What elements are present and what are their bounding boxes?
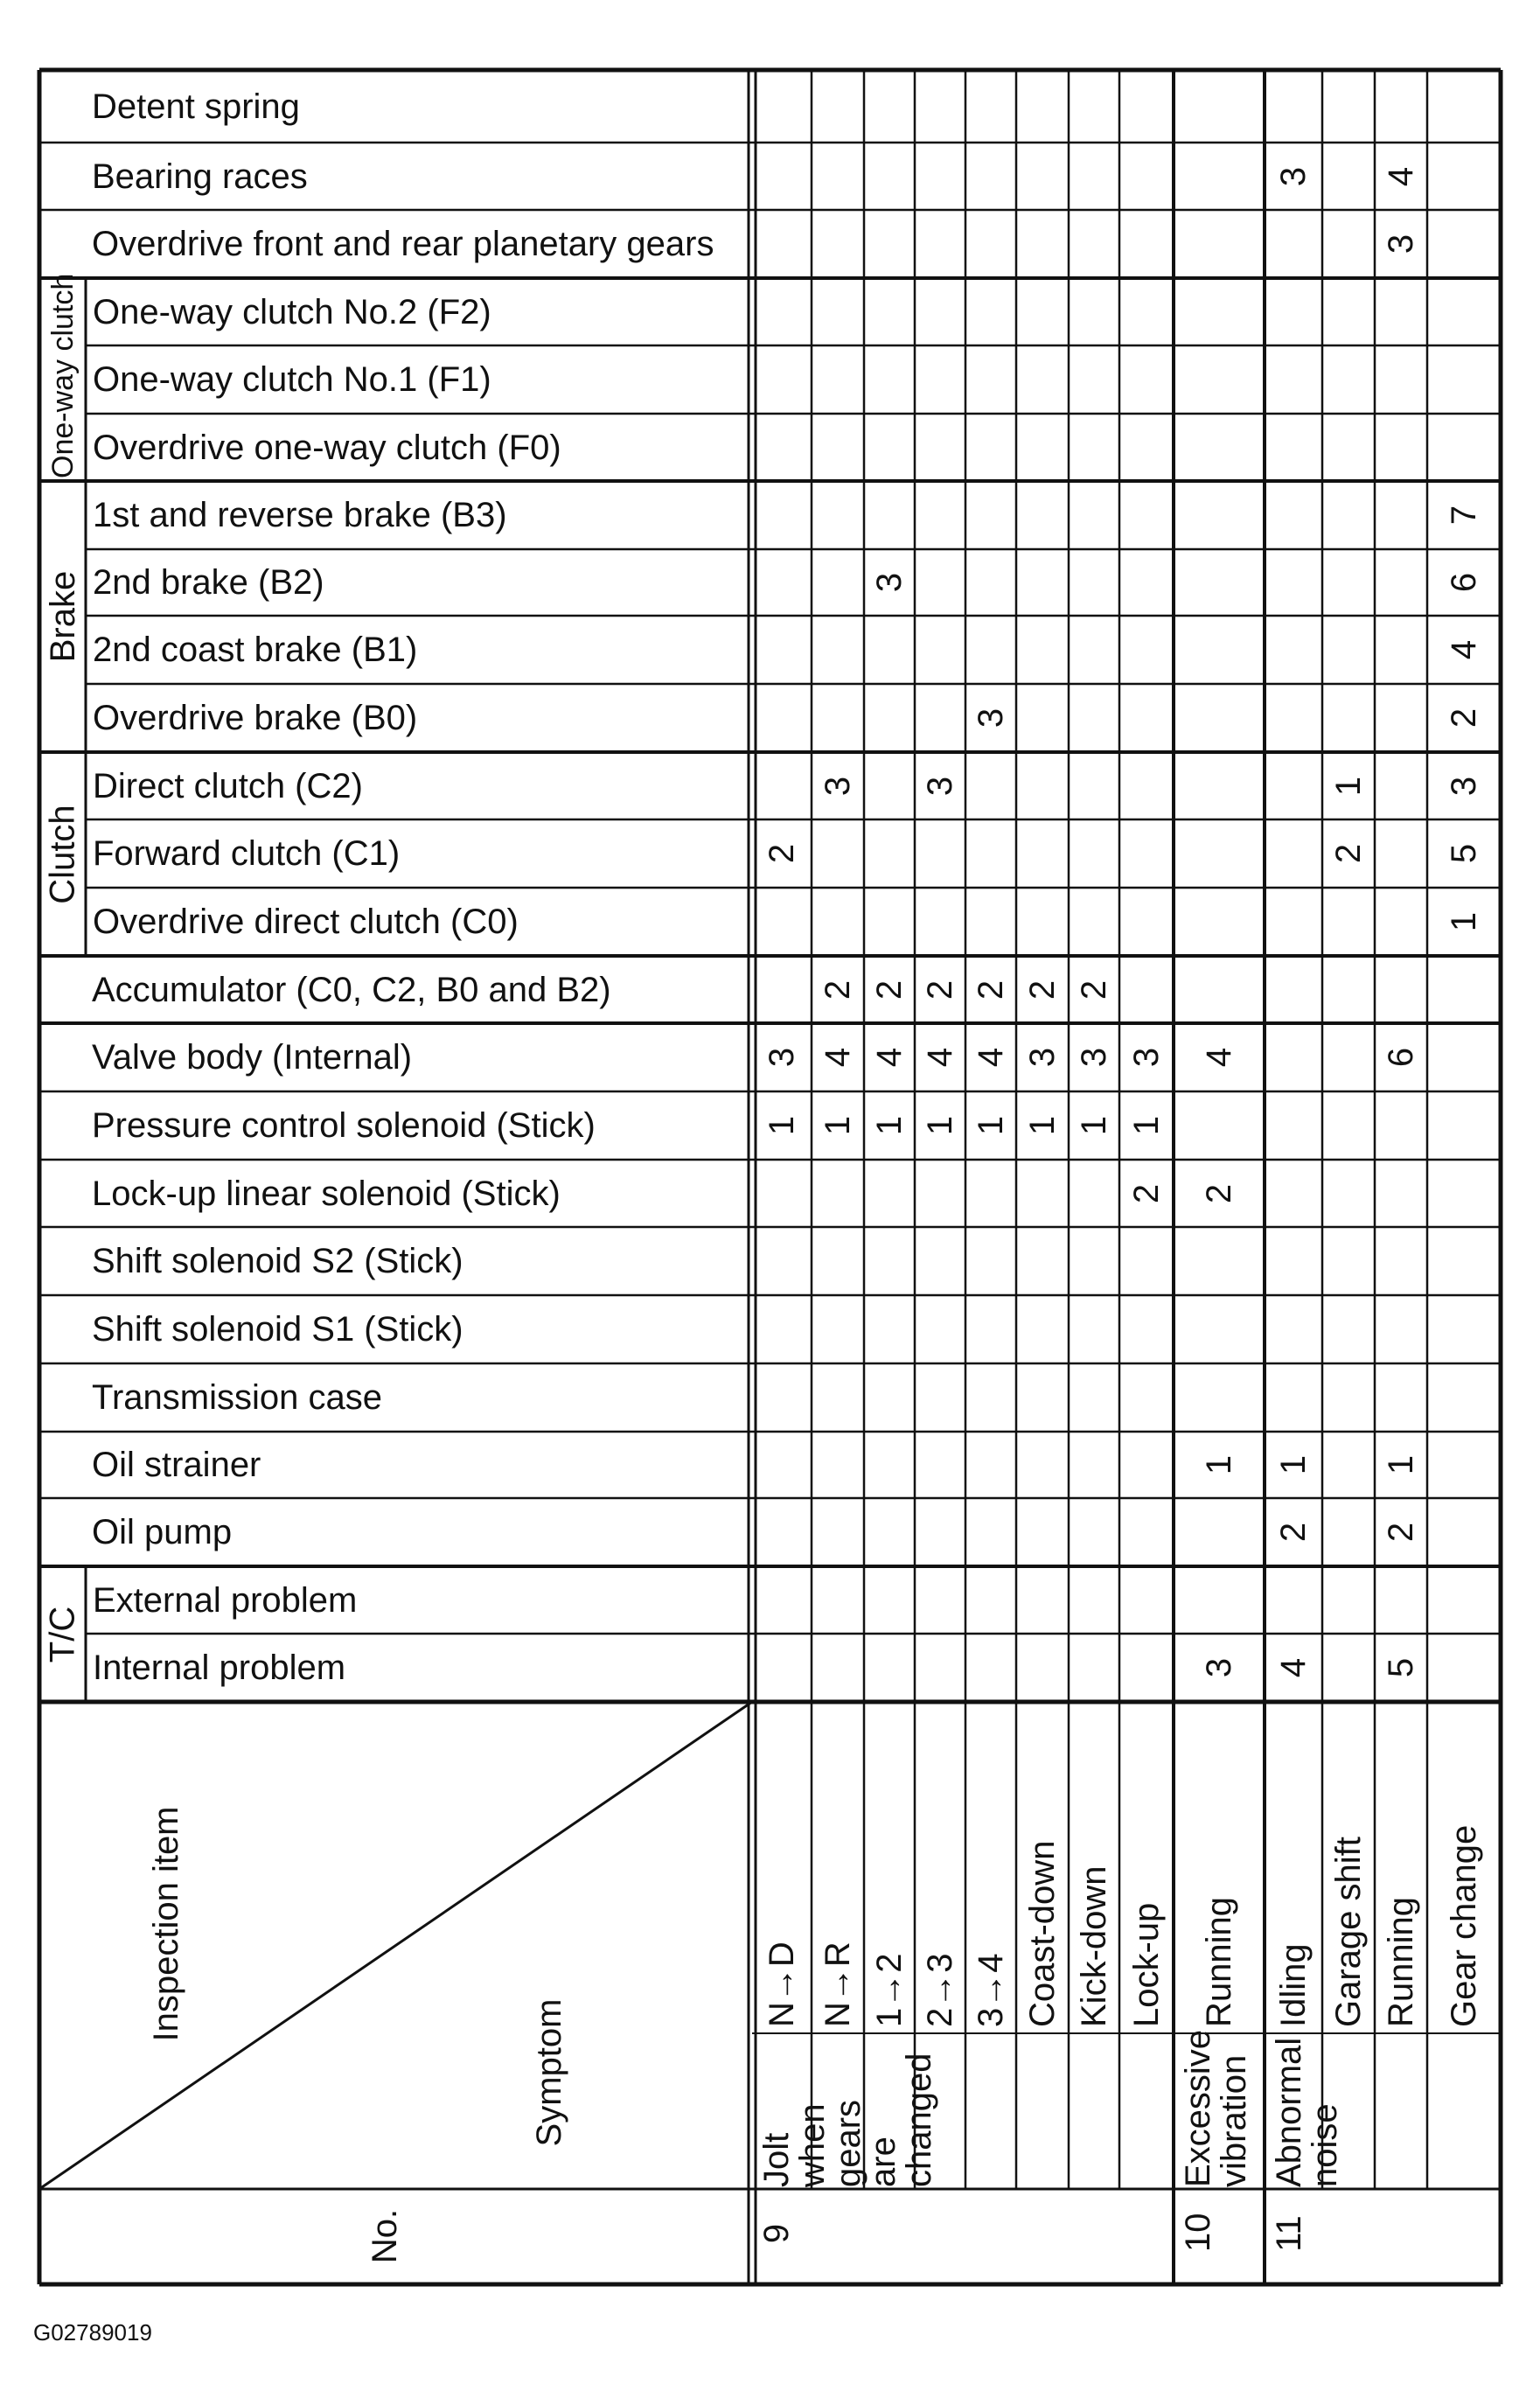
matrix-cell: 3 [1075,1047,1113,1068]
item-label: External problem [93,1580,358,1620]
item-label: Shift solenoid S2 (Stick) [92,1242,463,1280]
matrix-cell: 2 [1445,708,1483,728]
matrix-cell: 2 [1329,843,1368,864]
condition-header: N→D [763,1941,801,2027]
item-label: Pressure control solenoid (Stick) [92,1106,596,1145]
matrix-cell: 4 [1382,166,1420,186]
condition-header: Running [1200,1896,1238,2027]
condition-header: 2→3 [921,1953,959,2027]
matrix-cell: 1 [1127,1115,1166,1136]
matrix-cell: 3 [870,572,909,593]
item-label: Internal problem [93,1649,346,1687]
matrix-cell: 4 [819,1047,857,1068]
condition-header: Gear change [1445,1824,1483,2027]
matrix-cell: 2 [1382,1522,1420,1543]
item-label: 2nd coast brake (B1) [93,631,418,669]
matrix-cell: 3 [1023,1047,1062,1068]
matrix-cell: 7 [1445,505,1483,526]
matrix-cell: 1 [1200,1454,1238,1475]
item-label: Direct clutch (C2) [93,766,363,805]
matrix-cell: 1 [972,1115,1010,1136]
condition-header: 3→4 [972,1953,1010,2027]
condition-header: Idling [1274,1943,1313,2027]
item-label: Accumulator (C0, C2, B0 and B2) [92,970,611,1009]
item-label: Transmission case [92,1378,382,1417]
matrix-cell: 2 [1200,1183,1238,1203]
matrix-cell: 2 [1274,1522,1313,1543]
matrix-cell: 4 [921,1047,959,1068]
condition-header: Garage shift [1329,1837,1368,2027]
item-label: Overdrive brake (B0) [93,699,418,737]
symptom-label: Symptom [530,1998,568,2147]
condition-header: N→R [819,1941,857,2027]
matrix-cell: 2 [972,979,1010,1000]
matrix-cell: 2 [1075,979,1113,1000]
item-label: Oil pump [92,1513,233,1551]
matrix-cell: 3 [763,1047,801,1068]
group-label-tc: T/C [43,1606,82,1663]
item-label: Overdrive direct clutch (C0) [93,903,519,941]
matrix-cell: 3 [1445,776,1483,796]
matrix-cell: 1 [1023,1115,1062,1136]
item-label: Bearing races [92,157,308,196]
item-label: Overdrive one-way clutch (F0) [93,428,561,467]
matrix-cell: 6 [1382,1047,1420,1068]
matrix-cell: 3 [1200,1657,1238,1678]
item-label: Shift solenoid S1 (Stick) [92,1310,463,1349]
matrix-cell: 4 [1200,1047,1238,1068]
group-label-one-way-clutch: One-way clutch [45,273,80,478]
condition-header: Coast-down [1023,1840,1062,2027]
matrix-cell: 1 [1075,1115,1113,1136]
matrix-cell: 1 [1329,776,1368,796]
symptom-number: 11 [1270,2215,1308,2252]
condition-header: Lock-up [1127,1902,1166,2027]
condition-header: 1→2 [870,1953,909,2027]
matrix-cell: 1 [1274,1454,1313,1475]
item-label: Oil strainer [92,1446,261,1484]
matrix-cell: 3 [1382,234,1420,254]
no-label: No. [366,2208,404,2264]
item-label: Forward clutch (C1) [93,834,401,873]
matrix-cell: 1 [763,1115,801,1136]
matrix-cell: 4 [870,1047,909,1068]
symptom-group-name: Excessive vibration [1179,2029,1253,2187]
matrix-cell: 1 [1382,1454,1420,1475]
item-label: One-way clutch No.2 (F2) [93,292,491,331]
symptom-number: 9 [757,2223,796,2244]
symptom-group-name: Jolt when gears are changed [757,2053,939,2187]
matrix-cell: 4 [1445,639,1483,660]
symptom-number: 10 [1179,2213,1217,2252]
matrix-cell: 3 [819,776,857,796]
matrix-cell: 1 [921,1115,959,1136]
matrix-cell: 4 [972,1047,1010,1068]
matrix-cell: 2 [763,843,801,864]
matrix-cell: 2 [870,979,909,1000]
matrix-cell: 6 [1445,572,1483,593]
matrix-cell: 2 [1023,979,1062,1000]
inspection-item-label: Inspection item [147,1806,185,2042]
symptom-group-name: Abnormal noise [1270,2037,1344,2187]
matrix-cell: 5 [1445,843,1483,864]
condition-header: Running [1382,1896,1420,2027]
group-label-brake: Brake [43,570,82,663]
item-label: One-way clutch No.1 (F1) [93,360,491,399]
condition-header: Kick-down [1075,1865,1113,2027]
matrix-cell: 3 [921,776,959,796]
matrix-cell: 3 [1127,1047,1166,1068]
matrix-cell: 4 [1274,1657,1313,1678]
matrix-cell: 2 [921,979,959,1000]
matrix-cell: 2 [819,979,857,1000]
matrix-cell: 1 [870,1115,909,1136]
matrix-cell: 3 [972,708,1010,728]
matrix-cell: 5 [1382,1657,1420,1678]
figure-id: G02789019 [33,2319,152,2346]
matrix-cell: 1 [819,1115,857,1136]
item-label: Lock-up linear solenoid (Stick) [92,1174,561,1213]
group-label-clutch: Clutch [43,804,82,904]
item-label: Detent spring [92,87,300,126]
item-label: 2nd brake (B2) [93,563,324,602]
matrix-cell: 2 [1127,1183,1166,1203]
matrix-cell: 3 [1274,166,1313,186]
matrix-cell: 1 [1445,911,1483,932]
item-label: Valve body (Internal) [92,1038,413,1077]
item-label: Overdrive front and rear planetary gears [92,225,714,263]
item-label: 1st and reverse brake (B3) [93,496,507,534]
